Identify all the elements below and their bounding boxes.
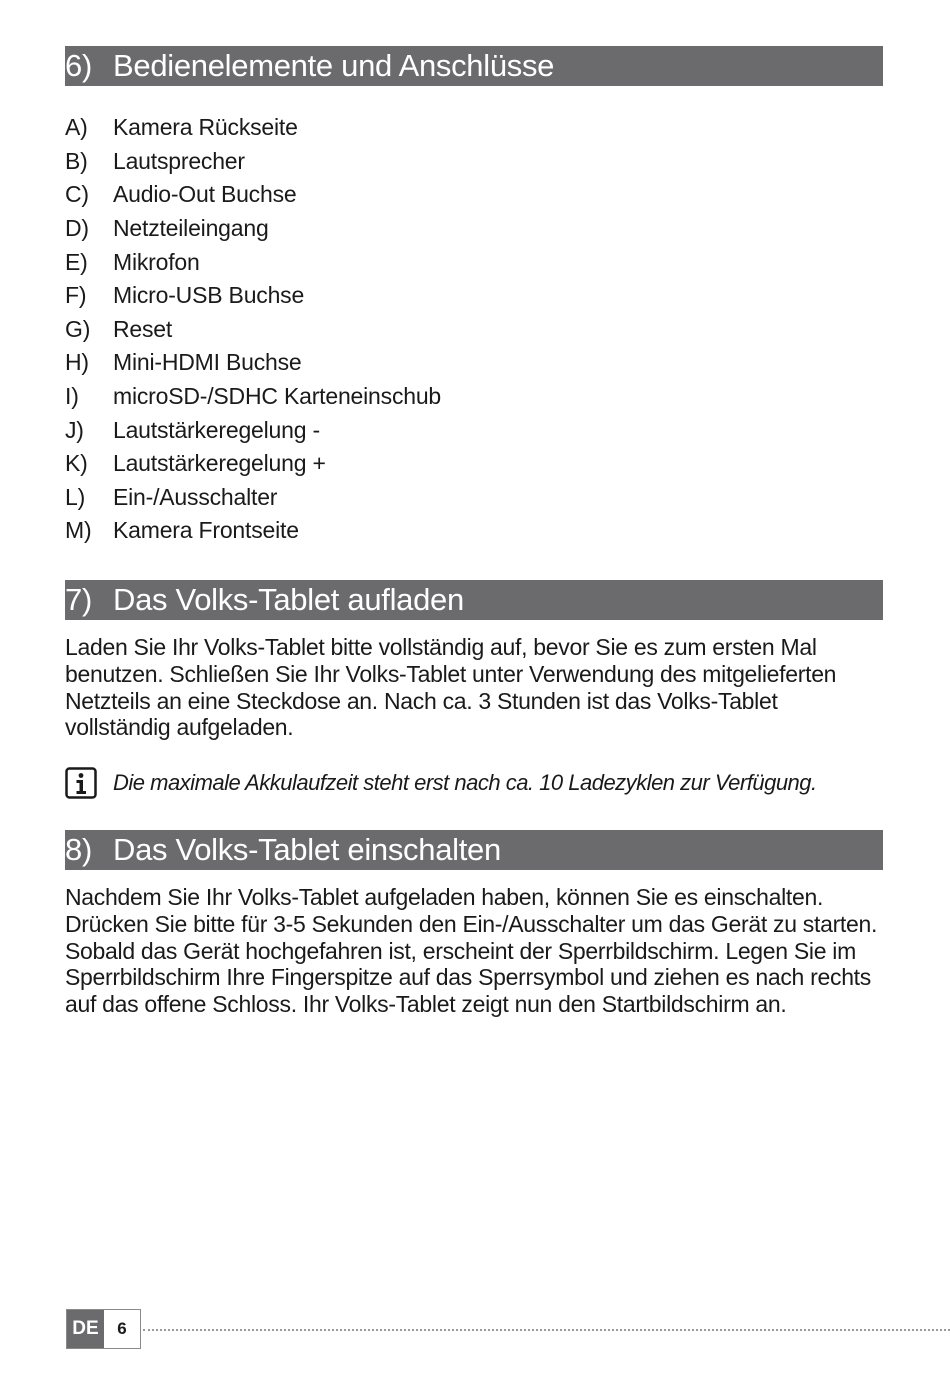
item-letter: I) (65, 383, 79, 410)
language-badge: DE (67, 1310, 104, 1348)
footer-dotted-rule (143, 1329, 950, 1331)
section-7-header (65, 580, 883, 620)
item-label: Mini-HDMI Buchse (113, 349, 302, 376)
note-text: Die maximale Akkulaufzeit steht erst nach ca. 10 Ladezyklen zur Verfügung. (113, 770, 817, 795)
list-item (65, 178, 441, 212)
section-7-number: 7) (65, 582, 92, 617)
list-item (65, 245, 441, 279)
list-item (65, 346, 441, 380)
list-item (65, 481, 441, 515)
list-item (65, 514, 441, 548)
list-item (65, 212, 441, 246)
item-label: Lautstärkeregelung + (113, 450, 326, 477)
item-letter: K) (65, 450, 88, 477)
info-note (65, 766, 883, 800)
item-letter: E) (65, 248, 88, 275)
section-8-title: Das Volks-Tablet einschalten (113, 832, 501, 867)
item-letter: M) (65, 517, 92, 544)
item-label: Kamera Rückseite (113, 114, 298, 141)
item-letter: F) (65, 282, 87, 309)
list-item (65, 447, 441, 481)
item-label: Ein-/Ausschalter (113, 483, 278, 510)
section-7-title: Das Volks-Tablet aufladen (113, 582, 464, 617)
parts-list (65, 111, 441, 548)
item-letter: G) (65, 315, 91, 342)
section-8-header (65, 830, 883, 870)
item-label: Lautstärkeregelung - (113, 416, 320, 443)
section-6-header (65, 46, 883, 86)
item-letter: H) (65, 349, 89, 376)
info-icon (65, 767, 97, 799)
item-letter: B) (65, 147, 88, 174)
item-letter: C) (65, 181, 89, 208)
item-letter: D) (65, 215, 89, 242)
item-label: Lautsprecher (113, 147, 245, 174)
list-item (65, 313, 441, 347)
item-label: Micro-USB Buchse (113, 282, 305, 309)
item-label: Mikrofon (113, 248, 200, 275)
item-letter: L) (65, 483, 86, 510)
item-label: Netzteileingang (113, 215, 269, 242)
list-item (65, 380, 441, 414)
charging-paragraph: Laden Sie Ihr Volks-Tablet bitte vollständig auf, bevor Sie es zum ersten Mal benutzen. Schließen Sie Ihr Volks-Tablet unter Verwendung des mitgelieferten Netzteils an eine Steckdose an. Nach ca. 3 Stunden ist das Volks-Tablet vollständig aufgeladen. (65, 634, 837, 741)
item-letter: J) (65, 416, 84, 443)
list-item (65, 413, 441, 447)
list-item (65, 279, 441, 313)
page-number: 6 (104, 1310, 140, 1348)
item-label: microSD-/SDHC Karteneinschub (113, 383, 442, 410)
item-label: Reset (113, 315, 173, 342)
section-6-title: Bedienelemente und Anschlüsse (113, 48, 555, 83)
power-on-paragraph: Nachdem Sie Ihr Volks-Tablet aufgeladen haben, können Sie es einschalten. Drücken Sie bitte für 3-5 Sekunden den Ein-/Ausschalter um das Gerät zu starten. Sobald das Gerät hochgefahren ist, erscheint der Sperrbildschirm. Legen Sie im Sperrbildschirm Ihre Fingerspitze auf das Sperrsymbol und ziehen es nach rechts auf das offene Schloss. Ihr Volks-Tablet zeigt nun den Startbildschirm an. (65, 884, 878, 1018)
section-8-number: 8) (65, 832, 92, 867)
list-item (65, 145, 441, 179)
item-label: Kamera Frontseite (113, 517, 299, 544)
list-item (65, 111, 441, 145)
item-label: Audio-Out Buchse (113, 181, 297, 208)
page-footer-tag (66, 1309, 141, 1349)
item-letter: A) (65, 114, 88, 141)
section-6-number: 6) (65, 48, 92, 83)
